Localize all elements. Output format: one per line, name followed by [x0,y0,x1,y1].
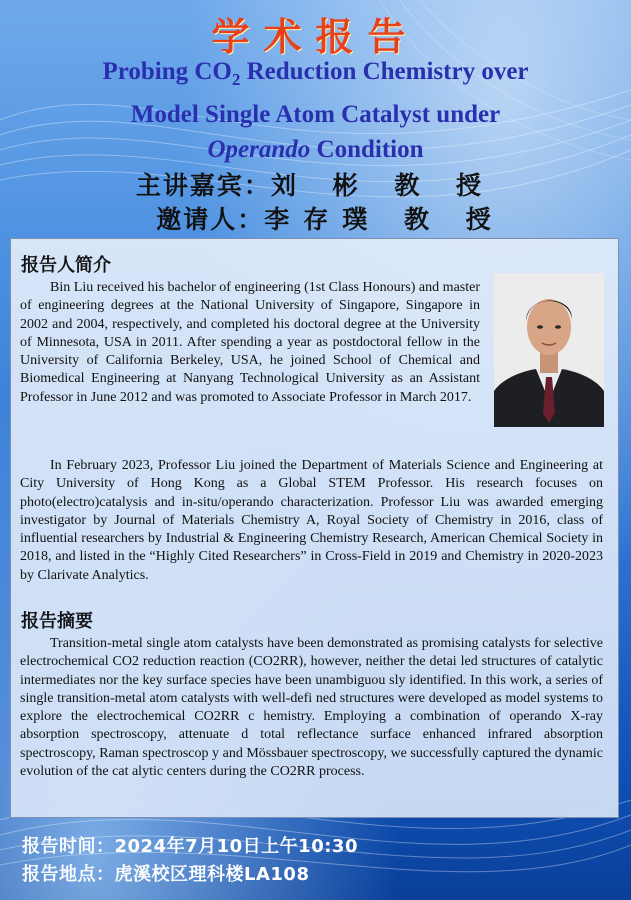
bio-paragraph-2: In February 2023, Professor Liu joined the Department of Materials Science and Engineering at City University of Hong Kong as a Global STEM Professor. His research focuses on photo(electro)catalysis and in-situ/operando characterization. Professor Liu was awarded emerging investigator by Journal of Materials Chemistry A, Royal Society of Chemistry in 2016, class of influential researchers by Industrial & Engineering Chemistry Research, American Chemical Society in 2018, and listed in the “Highly Cited Researchers” in Cross-Field in 2019 and Chemistry in 2020-2023 by Clarivate Analytics. [20,458,603,583]
speaker-name: 刘 彬 教 授 [270,171,496,200]
talk-time [22,832,358,858]
talk-title-line-1 [0,54,631,97]
talk-title-line-3-rest: Condition [310,136,424,163]
speaker-line [0,166,631,202]
talk-time-label: 报告时间： [22,836,115,857]
talk-title-line-1-part-b: Reduction Chemistry over [240,58,529,85]
inviter-label: 邀请人： [156,205,265,234]
speaker-portrait-image [494,273,604,427]
bio-heading: 报告人简介 [21,255,111,276]
content-panel [10,238,619,818]
talk-place-value: 虎溪校区理科楼LA108 [114,864,310,885]
talk-title [0,54,631,167]
talk-place [22,860,309,886]
speaker-photo [494,273,604,427]
talk-title-line-2: Model Single Atom Catalyst under [130,101,501,128]
abstract-paragraph: Transition-metal single atom catalysts have been demonstrated as promising catalysts for selective electrochemical CO2 reduction reaction (CO2RR), however, neither the detai led structures of catalytic intermediates nor the key surface species have been unambiguou sly identified. In this work, a series of single transition-metal atom catalysts with well-defi ned structures were developed as model systems to explore the electrochemical CO2RR c hemistry. Employing a combination of operando X-ray absorption spectroscopy, attenuate d total reflectance surface enhanced infrared absorption spectroscopy, Raman spectroscop y and Mössbauer spectroscopy, we successfully captured the dynamic evolution of the cat alytic centers during the CO2RR process. [20,636,603,780]
talk-place-label: 报告地点： [22,864,115,885]
talk-title-subscript: 2 [231,70,241,89]
inviter-line [0,200,631,236]
talk-title-line-3 [0,132,631,167]
talk-title-italic-word: Operando [207,136,311,163]
talk-time-value: 2024年7月10日上午10:30 [114,836,358,857]
inviter-name: 李存璞 教 授 [264,205,505,234]
abstract-heading: 报告摘要 [21,611,93,632]
speaker-label: 主讲嘉宾： [135,171,271,200]
main-title: 学术报告 [211,14,420,59]
bio-paragraph-1: Bin Liu received his bachelor of engineering (1st Class Honours) and master of engineering degrees at the National University of Singapore, Singapore in 2002 and 2004, respectively, and completed his doctoral degree at the University of Minnesota, USA in 2011. After spending a year as postdoctoral fellow in the University of California Berkeley, USA, he joined School of Chemical and Biomedical Engineering at Nanyang Technological University as an Assistant Professor in June 2012 and was promoted to Associate Professor in March 2017. [20,280,480,405]
talk-title-line-1-part-a: Probing CO [102,58,232,85]
